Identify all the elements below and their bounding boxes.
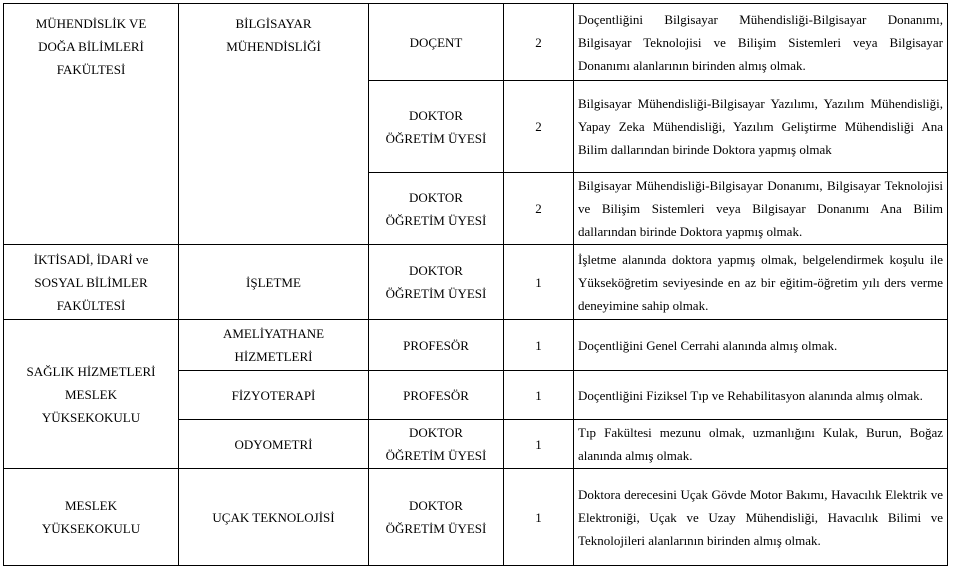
title-cell: DOKTOR ÖĞRETİM ÜYESİ bbox=[369, 469, 504, 566]
count-cell: 2 bbox=[504, 173, 574, 245]
count-cell: 2 bbox=[504, 4, 574, 81]
title-cell: DOKTOR ÖĞRETİM ÜYESİ bbox=[369, 173, 504, 245]
count-cell: 1 bbox=[504, 420, 574, 469]
faculty-cell: MÜHENDİSLİK VE DOĞA BİLİMLERİ FAKÜLTESİ bbox=[4, 4, 179, 245]
requirement-cell: Bilgisayar Mühendisliği-Bilgisayar Donanımı, Bilgisayar Teknolojisi ve Bilişim Sistemleri veya Bilgisayar Donanımı Ana Bilim dallarından birinde Doktora yapmış olmak. bbox=[574, 173, 948, 245]
table-row bbox=[4, 469, 948, 566]
title-cell: DOÇENT bbox=[369, 4, 504, 81]
faculty-cell: SAĞLIK HİZMETLERİ MESLEK YÜKSEKOKULU bbox=[4, 320, 179, 469]
title-cell: PROFESÖR bbox=[369, 371, 504, 420]
requirement-cell: Doktora derecesini Uçak Gövde Motor Bakımı, Havacılık Elektrik ve Elektroniği, Uçak ve Uzay Mühendisliği, Havacılık Bilimi ve Teknolojileri alanlarının birinden almış olmak. bbox=[574, 469, 948, 566]
table-row bbox=[4, 320, 948, 371]
department-cell: UÇAK TEKNOLOJİSİ bbox=[179, 469, 369, 566]
title-cell: DOKTOR ÖĞRETİM ÜYESİ bbox=[369, 245, 504, 320]
requirement-cell: Doçentliğini Fiziksel Tıp ve Rehabilitasyon alanında almış olmak. bbox=[574, 371, 948, 420]
table-row bbox=[4, 245, 948, 320]
faculty-cell: MESLEK YÜKSEKOKULU bbox=[4, 469, 179, 566]
requirement-cell: Doçentliğini Genel Cerrahi alanında almış olmak. bbox=[574, 320, 948, 371]
requirement-cell: Tıp Fakültesi mezunu olmak, uzmanlığını Kulak, Burun, Boğaz alanında almış olmak. bbox=[574, 420, 948, 469]
count-cell: 1 bbox=[504, 371, 574, 420]
department-cell: İŞLETME bbox=[179, 245, 369, 320]
department-cell: AMELİYATHANE HİZMETLERİ bbox=[179, 320, 369, 371]
department-cell: BİLGİSAYAR MÜHENDİSLİĞİ bbox=[179, 4, 369, 245]
title-cell: DOKTOR ÖĞRETİM ÜYESİ bbox=[369, 420, 504, 469]
requirement-cell: İşletme alanında doktora yapmış olmak, belgelendirmek koşulu ile Yükseköğretim seviyesinde en az bir eğitim-öğretim yılı ders verme deneyimine sahip olmak. bbox=[574, 245, 948, 320]
title-cell: PROFESÖR bbox=[369, 320, 504, 371]
faculty-cell: İKTİSADİ, İDARİ ve SOSYAL BİLİMLER FAKÜLTESİ bbox=[4, 245, 179, 320]
department-cell: ODYOMETRİ bbox=[179, 420, 369, 469]
table-row bbox=[4, 4, 948, 81]
positions-table bbox=[3, 3, 948, 566]
requirement-cell: Bilgisayar Mühendisliği-Bilgisayar Yazılımı, Yazılım Mühendisliği, Yapay Zeka Mühendisliği, Yazılım Geliştirme Mühendisliği Ana Bilim dallarından birinde Doktora yapmış olmak bbox=[574, 81, 948, 173]
count-cell: 2 bbox=[504, 81, 574, 173]
requirement-cell: Doçentliğini Bilgisayar Mühendisliği-Bilgisayar Donanımı, Bilgisayar Teknolojisi ve Bilişim Sistemleri veya Bilgisayar Donanımı alanlarının birinden almış olmak. bbox=[574, 4, 948, 81]
count-cell: 1 bbox=[504, 245, 574, 320]
title-cell: DOKTOR ÖĞRETİM ÜYESİ bbox=[369, 81, 504, 173]
count-cell: 1 bbox=[504, 320, 574, 371]
count-cell: 1 bbox=[504, 469, 574, 566]
department-cell: FİZYOTERAPİ bbox=[179, 371, 369, 420]
